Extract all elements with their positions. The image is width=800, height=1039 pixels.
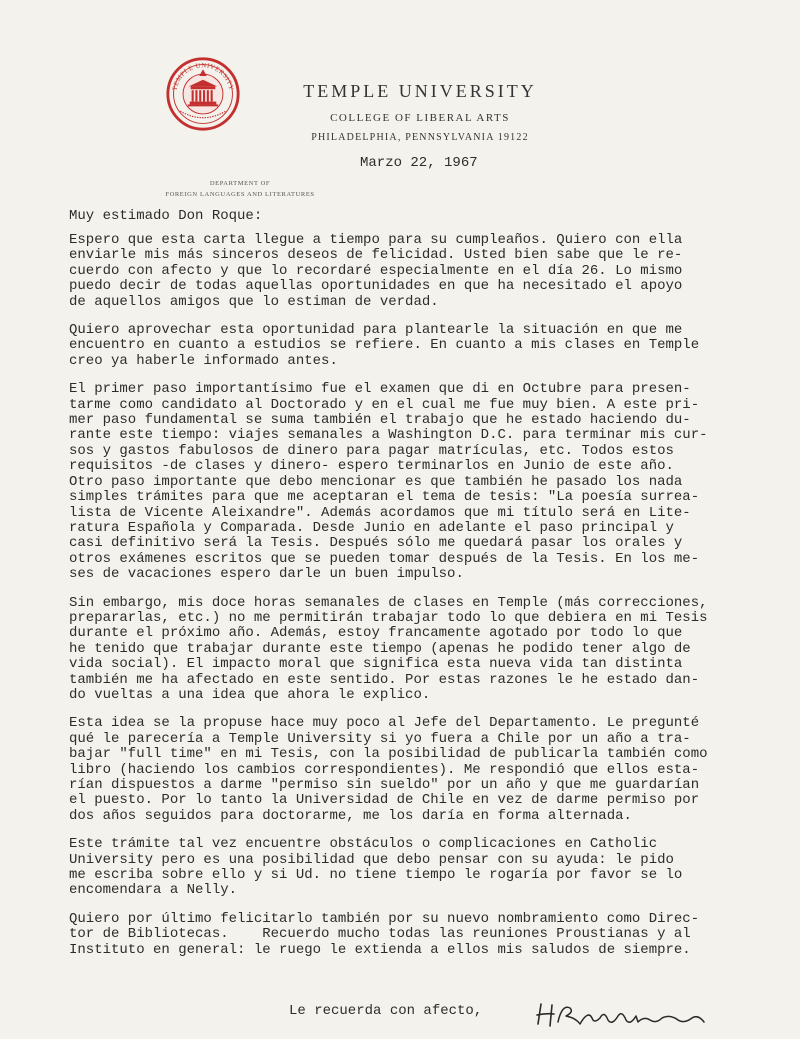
paragraph-line: vida social). El impacto moral que significa esta nueva vida tan distinta	[69, 656, 683, 673]
body-paragraph	[69, 716, 800, 824]
university-name: TEMPLE UNIVERSITY	[303, 81, 537, 101]
department-line-2: FOREIGN LANGUAGES AND LITERATURES	[165, 191, 315, 198]
paragraph-line: casi definitivo será la Tesis. Después sólo me quedará pasar los orales y	[69, 535, 683, 552]
body-paragraph	[69, 323, 800, 369]
paragraph-line: do vueltas a una idea que ahora le explico.	[69, 686, 431, 703]
paragraph-line: puedo decir de todas aquellas oportunidades en que ha necesitado el apoyo	[69, 278, 683, 295]
paragraph-line: ses de vacaciones espero darle un buen impulso.	[69, 566, 464, 583]
paragraph-line: Esta idea se la propuse hace muy poco al Jefe del Departamento. Le pregunté	[69, 715, 700, 732]
paragraph-line: tarme como candidato al Doctorado y en el cual me fue muy bien. A este pri-	[69, 396, 700, 413]
paragraph-line: Quiero por último felicitarlo también por su nuevo nombramiento como Direc-	[69, 910, 700, 927]
paragraph-line: Instituto en general: le ruego le extienda a ellos mis saludos de siempre.	[69, 941, 691, 958]
paragraph-line: he tenido que trabajar durante este tiempo (apenas he podido tener algo de	[69, 640, 691, 657]
svg-text:TEMPLE UNIVERSITY: TEMPLE UNIVERSITY	[171, 62, 235, 92]
college-name: COLLEGE OF LIBERAL ARTS	[330, 112, 510, 124]
handwritten-signature	[532, 996, 712, 1032]
paragraph-line: dos años seguidos para doctorarme, me los daría en forma alternada.	[69, 807, 632, 824]
body-paragraph	[69, 596, 800, 704]
department-name	[140, 178, 340, 200]
paragraph-line: creo ya haberle informado antes.	[69, 352, 338, 369]
paragraph-line: encomendara a Nelly.	[69, 882, 238, 899]
paragraph-line: mer paso fundamental se suma también el trabajo que he estado haciendo du-	[69, 412, 691, 429]
paragraph-line: qué le parecería a Temple University si yo fuera a Chile por un año a tra-	[69, 730, 691, 747]
paragraph-line: simples trámites para que me aceptaran el tema de tesis: "La poesía surrea-	[69, 489, 700, 506]
closing-line: Le recuerda con afecto,	[289, 1003, 483, 1019]
paragraph-line: Este trámite tal vez encuentre obstáculos o complicaciones en Catholic	[69, 836, 658, 853]
paragraph-line: bajar "full time" en mi Tesis, con la posibilidad de publicarla también como	[69, 746, 708, 763]
city-address: PHILADELPHIA, PENNSYLVANIA 19122	[311, 132, 529, 143]
paragraph-line: enviarle mis más sinceros deseos de felicidad. Usted bien sabe que le re-	[69, 247, 683, 264]
paragraph-line: prepararlas, etc.) no me permitirán trabajar todo lo que debiera en mi Tesis	[69, 609, 708, 626]
paragraph-line: lista de Vicente Aleixandre". Además acordamos que mi título será en Lite-	[69, 504, 691, 521]
paragraph-line: cuerdo con afecto y que lo recordaré especialmente en el día 26. Lo mismo	[69, 262, 683, 279]
body-paragraph	[69, 233, 800, 310]
paragraph-line: el puesto. Por lo tanto la Universidad de Chile en vez de darme permiso por	[69, 792, 700, 809]
paragraph-line: rían dispuestos a darme "permiso sin sueldo" por un año y que me guardarían	[69, 777, 700, 793]
department-line-1: DEPARTMENT OF	[209, 180, 271, 187]
paragraph-line: me escriba sobre ello y si Ud. no tiene tiempo le rogaría por favor se lo	[69, 867, 683, 884]
paragraph-line: otros exámenes escritos que se pueden tomar después de la Tesis. En los me-	[69, 550, 700, 567]
body-paragraph	[69, 912, 800, 958]
paragraph-line: también me ha afectado en este sentido. Por estas razones le he estado dan-	[69, 671, 700, 688]
paragraph-line: sos y gastos fabulosos de dinero para pagar matrículas, etc. Todos estos	[69, 442, 674, 459]
paragraph-line: Quiero aprovechar esta oportunidad para plantearle la situación en que me	[69, 322, 683, 339]
letterhead	[255, 80, 585, 144]
salutation: Muy estimado Don Roque:	[69, 208, 263, 224]
paragraph-line: Espero que esta carta llegue a tiempo para su cumpleaños. Quiero con ella	[69, 232, 683, 248]
paragraph-line: ratura Española y Comparada. Desde Junio en adelante el paso principal y	[69, 519, 674, 536]
university-seal-logo	[165, 56, 241, 132]
paragraph-line: requisitos -de clases y dinero- espero terminarlos en Junio de este año.	[69, 458, 674, 475]
paragraph-line: University pero es una posibilidad que debo pensar con su ayuda: le pido	[69, 851, 674, 868]
paragraph-line: durante el próximo año. Además, estoy francamente agotado por todo lo que	[69, 625, 683, 642]
paragraph-line: de aquellos amigos que lo estiman de verdad.	[69, 293, 439, 310]
body-paragraph	[69, 382, 800, 582]
paragraph-line: libro (haciendo los cambios correspondientes). Me respondió que ellos esta-	[69, 761, 700, 778]
paragraph-line: El primer paso importantísimo fue el examen que di en Octubre para presen-	[69, 381, 691, 398]
paragraph-line: Otro paso importante que debo mencionar es que también he pasado los nada	[69, 473, 683, 490]
paragraph-line: tor de Bibliotecas. Recuerdo mucho todas las reuniones Proustianas y al	[69, 926, 691, 943]
letter-body	[69, 233, 800, 971]
body-paragraph	[69, 837, 800, 899]
letter-date: Marzo 22, 1967	[360, 155, 478, 171]
paragraph-line: encuentro en cuanto a estudios se refiere. En cuanto a mis clases en Temple	[69, 337, 700, 354]
paragraph-line: Sin embargo, mis doce horas semanales de clases en Temple (más correcciones,	[69, 594, 708, 611]
paragraph-line: rante este tiempo: viajes semanales a Washington D.C. para terminar mis cur-	[69, 427, 708, 444]
